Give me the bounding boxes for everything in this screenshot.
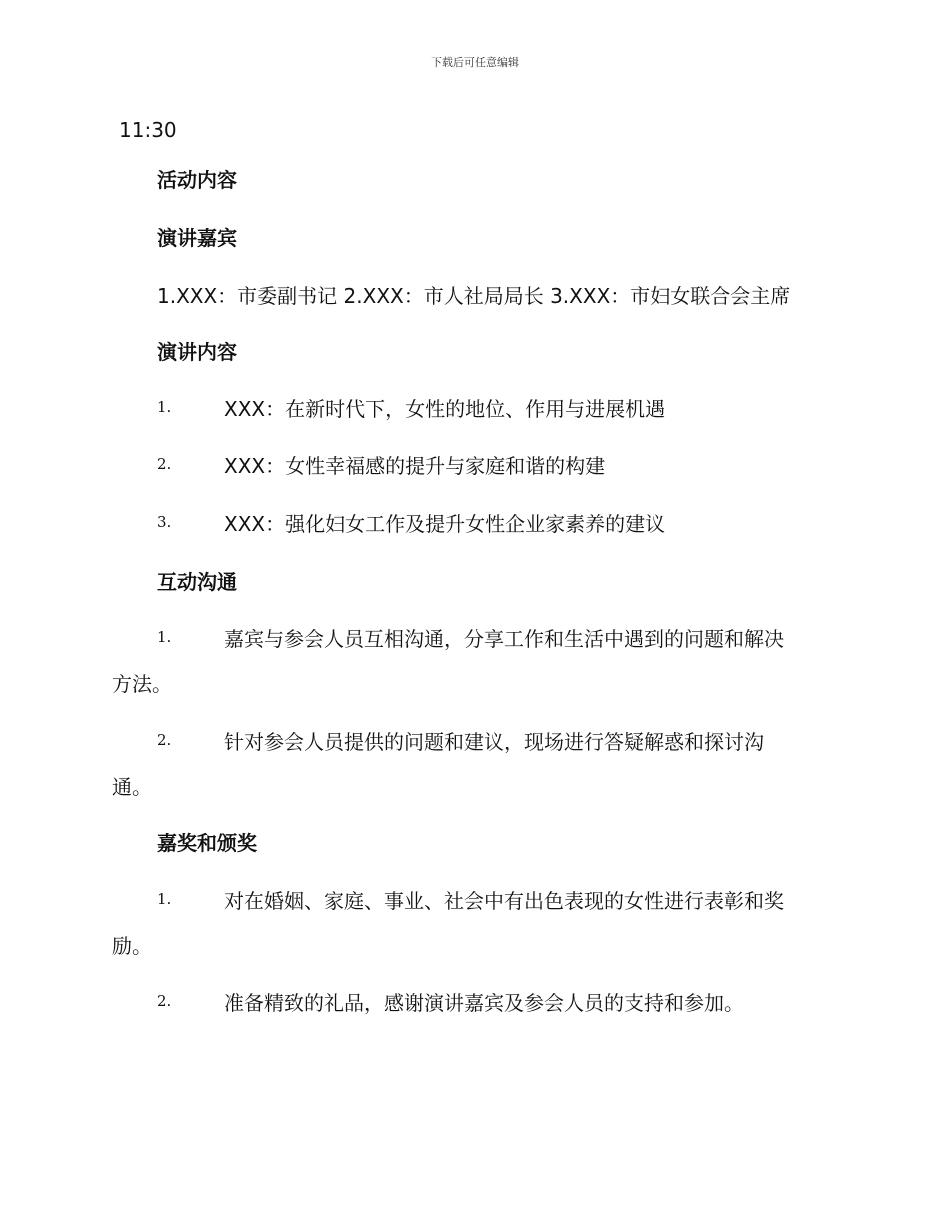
speech-item-3-number: 3. xyxy=(157,513,172,531)
heading-speakers: 演讲嘉宾 xyxy=(157,226,237,250)
award-item-2-text: 准备精致的礼品，感谢演讲嘉宾及参会人员的支持和参加。 xyxy=(224,991,744,1015)
heading-speech: 演讲内容 xyxy=(157,340,237,364)
speech-item-2-number: 2. xyxy=(157,455,172,473)
award-item-1-number: 1. xyxy=(157,890,172,908)
speech-item-1-number: 1. xyxy=(157,398,172,416)
heading-awards: 嘉奖和颁奖 xyxy=(157,831,257,855)
interaction-item-1-continuation: 方法。 xyxy=(112,672,172,696)
award-item-1-continuation: 励。 xyxy=(112,934,152,958)
interaction-item-1-text: 嘉宾与参会人员互相沟通，分享工作和生活中遇到的问题和解决 xyxy=(224,627,784,651)
speech-item-3-text: XXX：强化妇女工作及提升女性企业家素养的建议 xyxy=(224,512,666,536)
header-note: 下载后可任意编辑 xyxy=(431,56,519,69)
heading-interaction: 互动沟通 xyxy=(157,570,237,594)
time-label: 11:30 xyxy=(119,118,177,142)
interaction-item-2-continuation: 通。 xyxy=(112,775,152,799)
award-item-2-number: 2. xyxy=(157,992,172,1010)
award-item-1-text: 对在婚姻、家庭、事业、社会中有出色表现的女性进行表彰和奖 xyxy=(224,889,784,913)
speakers-line: 1.XXX：市委副书记 2.XXX：市人社局局长 3.XXX：市妇女联合会主席 xyxy=(157,284,791,308)
speech-item-2-text: XXX：女性幸福感的提升与家庭和谐的构建 xyxy=(224,454,606,478)
interaction-item-2-number: 2. xyxy=(157,731,172,749)
speech-item-1-text: XXX：在新时代下，女性的地位、作用与进展机遇 xyxy=(224,397,666,421)
interaction-item-1-number: 1. xyxy=(157,628,172,646)
heading-activity: 活动内容 xyxy=(157,168,237,192)
interaction-item-2-text: 针对参会人员提供的问题和建议，现场进行答疑解惑和探讨沟 xyxy=(224,730,764,754)
